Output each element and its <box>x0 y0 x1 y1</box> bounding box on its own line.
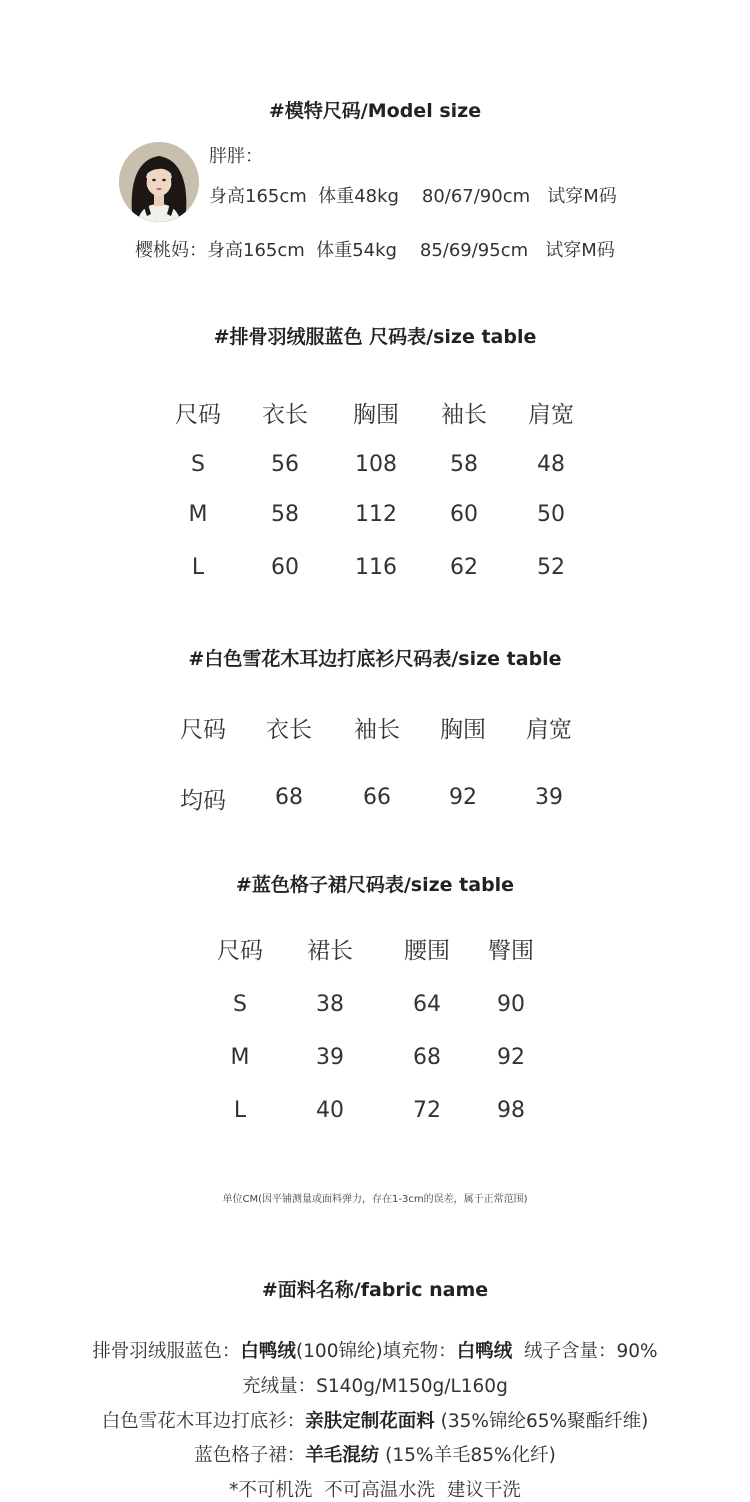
table1-cell: 60 <box>271 555 299 580</box>
fabric-material-bold: 白鸭绒 <box>456 1341 513 1362</box>
fabric-material-bold: 白鸭绒 <box>240 1341 296 1362</box>
table1-header-shoulder: 肩宽 <box>528 402 574 428</box>
table1-cell: L <box>191 555 205 580</box>
table1-cell: 52 <box>537 555 565 580</box>
table2-header-size: 尺码 <box>180 717 226 743</box>
table3-header-waist: 腰围 <box>404 938 450 964</box>
model2-stats: 樱桃妈：身高165cm 体重54kg 85/69/95cm 试穿M码 <box>135 240 615 261</box>
table1-cell: 62 <box>450 555 478 580</box>
table2-cell: 68 <box>275 785 303 810</box>
table1-cell: 56 <box>271 452 299 477</box>
table1-heading: #排骨羽绒服蓝色 尺码表/size table <box>213 326 537 348</box>
table2-cell: 39 <box>535 785 563 810</box>
table1-cell: M <box>188 502 208 527</box>
fabric-label: 蓝色格子裙： <box>194 1445 306 1466</box>
fabric-material-bold: 羊毛混纺 <box>305 1445 380 1466</box>
table1-cell: 58 <box>450 452 478 477</box>
table3-cell: 68 <box>413 1045 441 1070</box>
table2-heading: #白色雪花木耳边打底衫尺码表/size table <box>188 648 562 670</box>
fabric-detail: (35%锦纶65%聚酯纤维) <box>434 1411 649 1432</box>
fabric-line-top <box>0 1407 750 1433</box>
table3-cell: 39 <box>316 1045 344 1070</box>
table1-header-length: 衣长 <box>262 402 308 428</box>
table3-cell: 38 <box>316 992 344 1017</box>
fabric-heading: #面料名称/fabric name <box>261 1279 489 1301</box>
fabric-label: 排骨羽绒服蓝色： <box>92 1341 241 1362</box>
table2-header-chest: 胸围 <box>440 717 486 743</box>
table1-cell: 116 <box>355 555 397 580</box>
table3-cell: 72 <box>413 1098 441 1123</box>
table1-cell: 60 <box>450 502 478 527</box>
table1-cell: 112 <box>355 502 397 527</box>
table2-cell: 92 <box>449 785 477 810</box>
fabric-material-bold: 亲肤定制花面料 <box>305 1411 435 1432</box>
table3-cell: 92 <box>497 1045 525 1070</box>
table2-header-shoulder: 肩宽 <box>526 717 572 743</box>
table2-cell: 66 <box>363 785 391 810</box>
measurement-note: 单位CM(因平铺测量或面料弹力，存在1-3cm的误差，属于正常范围) <box>222 1194 528 1205</box>
table3-cell: 90 <box>497 992 525 1017</box>
table3-cell: 98 <box>497 1098 525 1123</box>
fabric-detail: (15%羊毛85%化纤) <box>379 1445 556 1466</box>
model1-name: 胖胖： <box>209 146 263 167</box>
fabric-detail: 绒子含量：90% <box>512 1341 658 1362</box>
table2-cell: 均码 <box>180 788 226 814</box>
table3-cell: L <box>233 1098 247 1123</box>
care-instructions: *不可机洗 不可高温水洗 建议干洗 <box>229 1480 521 1501</box>
table1-header-sleeve: 袖长 <box>441 402 487 428</box>
fabric-line-skirt <box>0 1441 750 1467</box>
table3-header-hip: 臀围 <box>488 938 534 964</box>
table3-cell: M <box>230 1045 250 1070</box>
model1-stats: 身高165cm 体重48kg 80/67/90cm 试穿M码 <box>209 186 617 207</box>
table3-heading: #蓝色格子裙尺码表/size table <box>235 874 515 896</box>
fabric-detail: (100锦纶)填充物： <box>295 1341 457 1362</box>
table1-cell: 48 <box>537 452 565 477</box>
table2-header-length: 衣长 <box>266 717 312 743</box>
table1-header-chest: 胸围 <box>353 402 399 428</box>
model-avatar <box>119 142 199 222</box>
fabric-line-down-jacket <box>0 1337 750 1363</box>
table3-cell: S <box>233 992 247 1017</box>
model-avatar-image <box>119 142 199 222</box>
table1-cell: 50 <box>537 502 565 527</box>
table3-header-size: 尺码 <box>217 938 263 964</box>
table3-header-skirt-length: 裙长 <box>307 938 353 964</box>
fabric-label: 白色雪花木耳边打底衫： <box>101 1411 306 1432</box>
table1-header-size: 尺码 <box>175 402 221 428</box>
table2-header-sleeve: 袖长 <box>354 717 400 743</box>
fabric-line-fill-weight: 充绒量：S140g/M150g/L160g <box>242 1376 508 1397</box>
model-size-heading: #模特尺码/Model size <box>268 100 482 122</box>
table1-cell: S <box>191 452 205 477</box>
table1-cell: 108 <box>355 452 397 477</box>
table1-cell: 58 <box>271 502 299 527</box>
table3-cell: 64 <box>413 992 441 1017</box>
table3-cell: 40 <box>316 1098 344 1123</box>
